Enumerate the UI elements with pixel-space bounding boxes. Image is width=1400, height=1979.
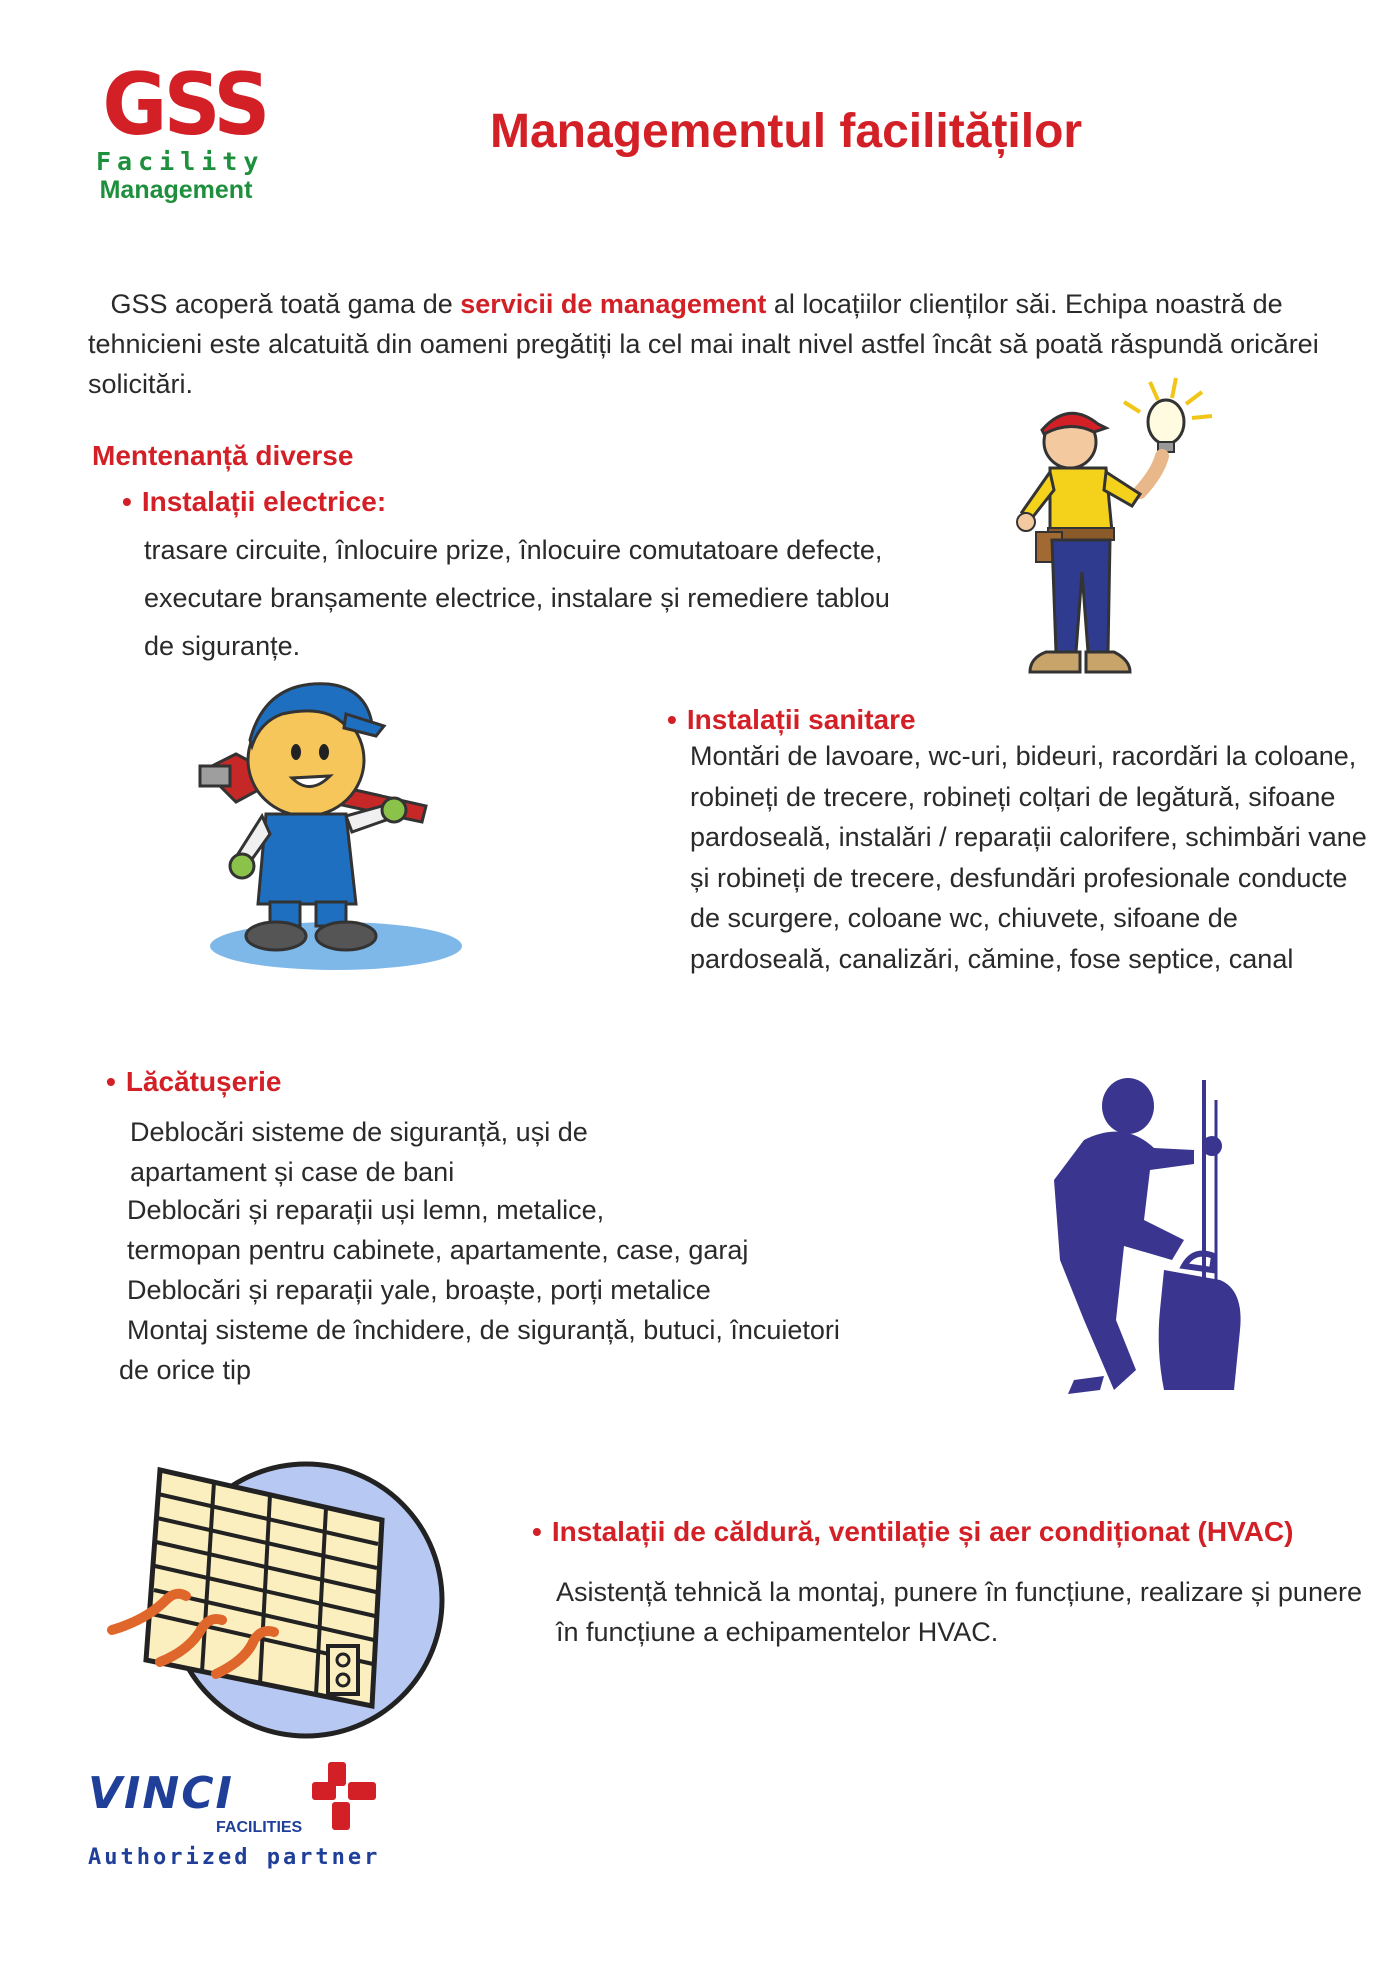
vinci-sub: FACILITIES: [216, 1819, 303, 1836]
locksmith-line-7: de orice tip: [119, 1355, 252, 1385]
logo-facility: Facility: [96, 147, 265, 176]
locksmith-silhouette: [1044, 1070, 1264, 1410]
partner-tagline: Authorized partner: [88, 1845, 381, 1870]
locksmith-line-3: Deblocări și reparații uși lemn, metalice,: [127, 1195, 605, 1225]
vinci-facilities-logo: [88, 1760, 408, 1880]
locksmith-line-4: termopan pentru cabinete, apartamente, case, garaj: [127, 1235, 749, 1265]
intro-highlight: servicii de management: [460, 289, 767, 319]
hvac-text: Asistență tehnică la montaj, punere în funcțiune, realizare și punere în funcțiune a echipamentelor HVAC.: [556, 1577, 1362, 1647]
logo-management: Management: [99, 176, 253, 204]
section-title: Mentenanță diverse: [92, 440, 354, 471]
page-title: Managementul facilităților: [490, 105, 1083, 158]
intro-before: GSS acoperă toată gama de: [110, 289, 461, 319]
vinci-brand: VINCI: [88, 1768, 234, 1819]
logo-gss: GSS: [102, 55, 267, 155]
locksmith-line-5: Deblocări și reparații yale, broaște, porți metalice: [127, 1275, 711, 1305]
locksmith-heading: • Lăcătușerie: [106, 1062, 281, 1102]
locksmith-line-2: apartament și case de bani: [130, 1157, 455, 1187]
locksmith-line-6: Montaj sisteme de închidere, de siguranță, butuci, încuietori: [127, 1315, 840, 1345]
electric-text: trasare circuite, înlocuire prize, înlocuire comutatoare defecte, executare branșamente electrice, instalare și remediere tablou de siguranțe.: [144, 535, 890, 661]
electrician-illustration: [990, 372, 1220, 692]
electric-heading: • Instalații electrice:: [122, 482, 386, 522]
intro-after: al locațiilor clienților săi. Echipa noastră de tehnicieni este alcatuită din oameni pregătiți la cel mai inalt nivel astfel încât să poată răspundă oricărei solicitări.: [88, 289, 1319, 399]
sanitary-heading: • Instalații sanitare: [667, 700, 916, 740]
sanitary-text: Montări de lavoare, wc-uri, bideuri, racordări la coloane, robineți de trecere, robineți colțari de legătură, sifoane pardoseală, instalări / reparații calorifere, schimbări vane și robineți de trecere, desfundări profesionale conducte de scurgere, coloane wc, chiuvete, sifoane de pardoseală, canalizări, cămine, fose septice, canal: [690, 741, 1367, 974]
plumber-illustration: [196, 674, 486, 974]
hvac-heading: • Instalații de căldură, ventilație și aer condiționat (HVAC): [532, 1512, 1293, 1552]
air-conditioner-illustration: [106, 1450, 446, 1740]
locksmith-line-1: Deblocări sisteme de siguranță, uși de: [130, 1117, 588, 1147]
